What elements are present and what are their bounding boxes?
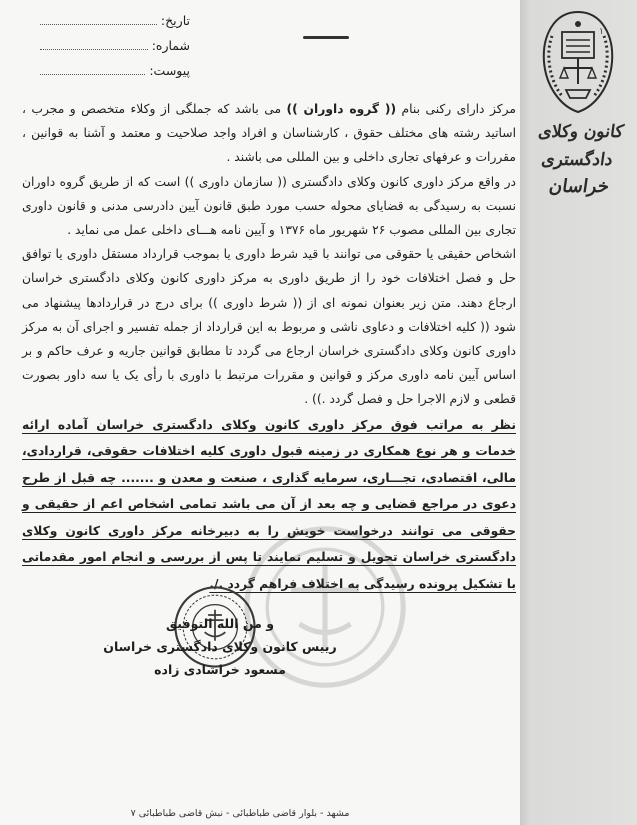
attachment-field [40,62,145,75]
footer-address: مشهد - بلوار قاضی طباطبائی - نبش قاضی طباطبائی ۷ [130,808,350,819]
bar-association-emblem-icon [532,6,624,118]
organization-name [534,118,625,197]
closing-phrase: و من الله التوفیق [166,616,274,631]
number-row [40,37,190,62]
p1-before: مرکز دارای رکنی بنام [396,102,516,116]
attachment-row [40,62,190,87]
number-field [40,37,148,50]
paragraph-4: نظر به مراتب فوق مرکز داوری کانون وکلای دادگستری خراسان آماده ارائه خدمات و هر نوع همکاری در زمینه قبول داوری کلیه اختلافات حقوقی، قراردادی، مالی، اقتصادی، تجـــاری، سرمایه گذاری ، صنعت و معدن و ....... چه قبل از طرح دعوی در مراجع قضایی و چه بعد از آن می باشد تمامی اشخاص اعم از حقیقی و حقوقی می توانند درخواست خویش را به دبیرخانه مرکز داوری کانون وکلای دادگستری خراسان تحویل و تسلیم نمایند تا پس از بررسی و انجام امور مقدماتی با تشکیل پرونده رسیدگی به اختلاف فراهم گردد ./. [22,417,516,591]
date-row [40,12,190,37]
attachment-label: پیوست: [149,63,190,78]
organization-name-line1: کانون وکلای دادگستری [537,122,625,170]
handwritten-dash [303,36,349,39]
signatory-title: رییس کانون وکلای دادگستری خراسان [103,639,337,654]
paragraph-1 [22,97,516,170]
signatory-name: مسعود خراشادی زاده [154,662,286,677]
paragraph-2: در واقع مرکز داوری کانون وکلای دادگستری (( سازمان داوری )) است که از طریق گروه داوران نسبت به رسیدگی به قضایای محوله حسب مورد طبق قانون آیین دادرسی مدنی و قانون داوری تجاری بین المللی مصوب ۲۶ شهریور ماه ۱۳۷۶ و آیین نامه هـــای داخلی عمل می نماید . [22,174,516,238]
letter-meta [40,12,190,87]
paragraph-3: اشخاص حقیقی یا حقوقی می توانند با قید شرط داوری یا بموجب قرارداد مستقل داوری یا توافق حل و فصل اختلافات خود را از طریق داوری به مرکز داوری کانون وکلای دادگستری خراسان ارجاع دهند. متن زیر بعنوان نمونه ای از (( شرط داوری )) برای درج در قراردادها پیشنهاد می شود (( کلیه اختلافات و دعاوی ناشی و مربوط به این قرارداد از جمله تفسیر و اجرای آن به مرکز داوری کانون وکلای دادگستری خراسان ارجاع می گردد تا مطابق قوانین جاریه و عرف حاکم و بر اساس آیین نامه داوری مرکز و قوانین و مقررات مرتبط با داوری با رأی یک یا سه داور بصورت قطعی و لازم الاجرا حل و فصل گردد .)) . [22,247,516,407]
page-mark: ۱ [599,27,604,37]
organization-name-line2: خراسان [547,176,611,197]
p1-after: می باشد که جملگی از وکلاء متخصص و مجرب ، اساتید رشته های مختلف حقوق ، کارشناسان و افراد واجد صلاحیت و معتمد و آشنا به قوانین ، مقررات و عرفهای تجاری داخلی و بین المللی می باشند . [22,102,516,165]
signature-block [90,612,350,681]
p1-bold: (( گروه داوران )) [286,102,397,116]
date-label: تاریخ: [160,13,190,28]
number-label: شماره: [151,38,190,53]
date-field [40,12,157,25]
letterhead-sidebar [520,0,637,825]
